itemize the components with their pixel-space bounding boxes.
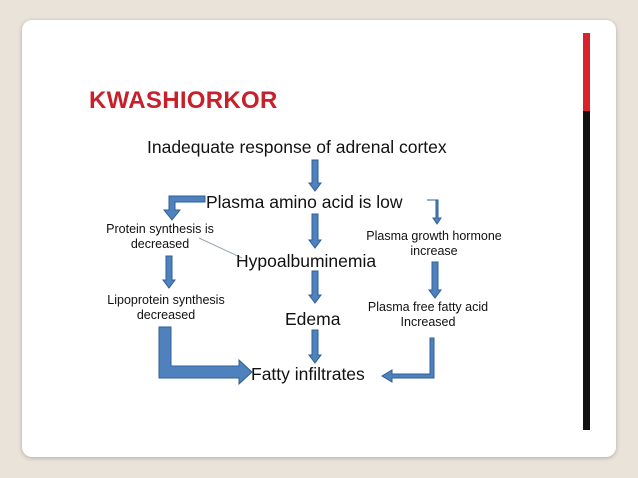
arrow-ffa-to-fatty — [382, 338, 434, 382]
protein-synthesis-line1: Protein synthesis is — [106, 222, 214, 236]
node-fatty-infiltrates: Fatty infiltrates — [251, 364, 365, 384]
node-adrenal: Inadequate response of adrenal cortex — [147, 137, 447, 157]
arrow-growth-to-ffa — [429, 262, 441, 298]
lipoprotein-line2: decreased — [136, 308, 196, 322]
arrow-protein-to-lipo — [163, 256, 175, 288]
arrow-plasma-to-protein — [164, 196, 205, 220]
arrow-edema-to-fatty — [309, 330, 321, 363]
growth-hormone-line2: increase — [410, 244, 458, 258]
arrow-plasma-to-hypoalb — [309, 214, 321, 248]
arrow-lipo-to-fatty — [159, 327, 252, 384]
free-fatty-acid-line1: Plasma free fatty acid — [367, 300, 489, 314]
arrow-plasma-to-growth — [427, 200, 441, 224]
lipoprotein-line1: Lipoprotein synthesis — [107, 293, 225, 307]
arrow-hypoalb-to-edema — [309, 271, 321, 303]
node-growth-hormone — [350, 229, 518, 259]
node-hypoalbuminemia: Hypoalbuminemia — [236, 251, 377, 271]
node-free-fatty-acid — [350, 300, 506, 330]
node-protein-synthesis — [95, 222, 225, 252]
node-lipoprotein — [95, 293, 237, 323]
protein-synthesis-line2: decreased — [130, 237, 190, 251]
arrow-adrenal-to-plasma — [309, 160, 321, 191]
node-edema: Edema — [285, 309, 341, 329]
growth-hormone-line1: Plasma growth hormone — [366, 229, 502, 243]
free-fatty-acid-line2: Increased — [400, 315, 456, 329]
slide-title: KWASHIORKOR — [89, 87, 278, 114]
node-plasma-amino: Plasma amino acid is low — [206, 192, 403, 212]
